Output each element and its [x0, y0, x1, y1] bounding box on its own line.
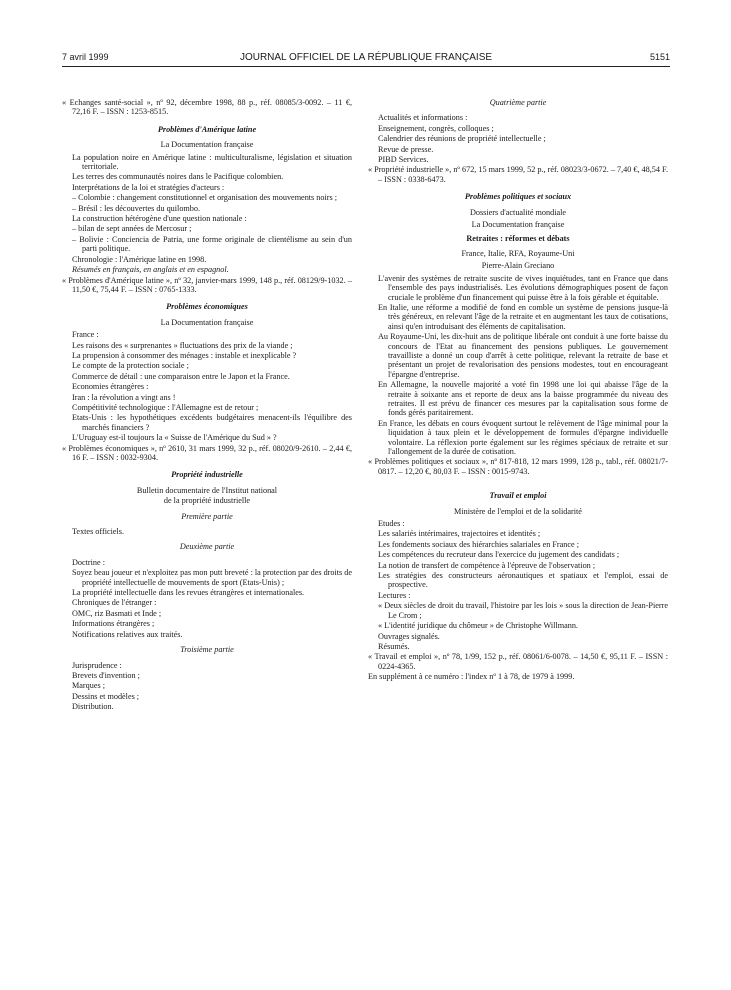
list-item: OMC, riz Basmati et Inde ;	[72, 608, 162, 618]
list-item: « L'identité juridique du chômeur » de Christophe Willmann.	[378, 621, 578, 631]
list-item: Actualités et informations :	[378, 113, 468, 123]
list-item: Dessins et modèles ;	[72, 691, 140, 701]
paragraph: L'avenir des systèmes de retraite suscite de vives inquiétudes, tant en France que dans l'ensemble des pays industrialisés. Les évolutions démographiques posent de façon cruciale le problème d'un financement qui puisse être à la fois gérable et équitable.	[378, 273, 668, 302]
list-item: Economies étrangères :	[72, 382, 149, 392]
section-heading: Propriété industrielle	[171, 470, 243, 480]
list-item: La notion de transfert de compétence à l'épreuve de l'observation ;	[378, 560, 596, 570]
part-heading: Quatrième partie	[489, 98, 547, 107]
list-item: Marques ;	[72, 681, 105, 691]
publisher: La Documentation française	[160, 317, 254, 327]
publisher: de la propriété industrielle	[163, 496, 251, 506]
list-item: Calendrier des réunions de propriété intellectuelle ;	[378, 134, 546, 144]
header-rule	[62, 66, 670, 67]
reference-entry: « Echanges santé-social », nº 92, décembre 1998, 88 p., réf. 08085/3-0092. – 11 €, 72,16 F. – ISSN : 1253-8515.	[62, 98, 352, 117]
list-item: L'Uruguay est-il toujours la « Suisse de l'Amérique du Sud » ?	[72, 433, 277, 443]
list-item: Les terres des communautés noires dans le Pacifique colombien.	[72, 172, 284, 182]
list-item: Chroniques de l'étranger :	[72, 598, 157, 608]
list-item: Notifications relatives aux traités.	[72, 629, 183, 639]
list-item: Les salariés intérimaires, trajectoires et identités ;	[378, 529, 541, 539]
list-item: PIBD Services.	[378, 155, 429, 165]
list-item: Jurisprudence :	[72, 660, 122, 670]
list-item: Commerce de détail : une comparaison entre le Japon et la France.	[72, 371, 290, 381]
author: Pierre-Alain Greciano	[481, 261, 555, 271]
section-heading: Problèmes économiques	[166, 302, 248, 312]
paragraph: En Italie, une réforme a modifié de fond en comble un système de pensions jusque-là très généreux, en relevant l'âge de la retraite et en augmentant les taux de cotisations, ainsi qu'en introduisant des éléments de capitalisation.	[378, 302, 668, 331]
list-item: Les fondements sociaux des hiérarchies salariales en France ;	[378, 539, 579, 549]
list-item: Les stratégies des constructeurs aéronautiques et spatiaux et l'emploi, essai de prospective.	[378, 571, 668, 590]
paragraph: Au Royaume-Uni, les dix-huit ans de politique libérale ont conduit à une forte baisse du concours de l'Etat au financement des pensions publiques. Le gouvernement travailliste a donné un coup d'arrêt à cette politique, relevant la retraite de base et présentant un projet de revalorisation des pensions modestes, tout en encourageant l'épargne d'entreprise.	[378, 332, 668, 379]
list-item: Soyez beau joueur et n'exploitez pas mon putt breveté : la protection par des droits de propriété intellectuelle de mouvements de sport (Etats-Unis) ;	[72, 568, 352, 587]
part-heading: Première partie	[181, 511, 233, 521]
list-item: Brevets d'invention ;	[72, 670, 140, 680]
list-item: Informations étrangères ;	[72, 619, 155, 629]
list-item: Doctrine :	[72, 557, 105, 567]
list-item: La propension à consommer des ménages : instable et inexplicable ?	[72, 350, 297, 360]
list-item: Iran : la révolution a vingt ans !	[72, 392, 176, 402]
list-item: – Colombie : changement constitutionnel et organisation des mouvements noirs ;	[72, 193, 337, 203]
list-item: Chronologie : l'Amérique latine en 1998.	[72, 254, 207, 264]
section-heading: Problèmes politiques et sociaux	[464, 192, 572, 202]
reference-entry: « Propriété industrielle », nº 672, 15 mars 1999, 52 p., réf. 08023/3-0672. – 7,40 €, 48,54 F. – ISSN : 0338-6473.	[368, 165, 668, 184]
list-item: Textes officiels.	[72, 527, 125, 537]
list-item: – Bolivie : Conciencia de Patria, une forme originale de clientélisme au sein d'un parti politique.	[72, 234, 352, 254]
list-item: Compétitivité technologique : l'Allemagne est de retour ;	[72, 402, 259, 412]
list-item: Etudes :	[378, 519, 405, 529]
list-item: Etats-Unis : les hypothétiques excédents budgétaires menacent-ils l'équilibre des marchés financiers ?	[72, 413, 352, 432]
left-column	[62, 98, 352, 713]
list-item: La propriété intellectuelle dans les revues étrangères et internationales.	[72, 588, 305, 598]
paragraph: En Allemagne, la nouvelle majorité a voté fin 1998 une loi qui abaisse l'âge de la retraite à soixante ans et reporte de deux ans la baisse programmée du niveau des retraites. Il est prévu de financer ces mesures par la capitalisation sous forme de fonds gérés paritairement.	[378, 380, 668, 418]
reference-entry: « Problèmes économiques », nº 2610, 31 mars 1999, 32 p., réf. 08020/9-2610. – 2,44 €, 16 F. – ISSN : 0032-9304.	[62, 443, 352, 462]
reference-entry: « Travail et emploi », nº 78, 1/99, 152 p., réf. 08061/6-0078. – 14,50 €, 95,11 F. – ISSN : 0224-4365.	[368, 652, 668, 671]
list-item: Lectures :	[378, 590, 411, 600]
list-item: Interprétations de la loi et stratégies d'acteurs :	[72, 182, 225, 192]
publisher: La Documentation française	[160, 140, 254, 150]
list-item: Résumés en français, en anglais et en espagnol.	[72, 265, 229, 275]
publisher: Ministère de l'emploi et de la solidarité	[454, 506, 582, 516]
list-item: « Deux siècles de droit du travail, l'histoire par les lois » sous la direction de Jean-Pierre Le Crom ;	[378, 601, 668, 620]
page-header	[62, 52, 670, 66]
list-item: France :	[72, 330, 99, 340]
publisher: Dossiers d'actualité mondiale	[469, 207, 567, 217]
paragraph: En France, les débats en cours évoquent surtout le relèvement de l'âge minimal pour la liquidation à taux plein et le développement de formules d'épargne individuelle volontaire. La réflexion porte également sur les régimes spéciaux de retraite et sur l'allongement de la durée de cotisation.	[378, 418, 668, 456]
reference-entry: « Problèmes politiques et sociaux », nº 817-818, 12 mars 1999, 128 p., tabl., réf. 08021/7-0817. – 12,20 €, 80,03 F. – ISSN : 0015-9743.	[368, 457, 668, 476]
publisher: Bulletin documentaire de l'Institut national	[136, 485, 278, 495]
list-item: Enseignement, congrès, colloques ;	[378, 123, 494, 133]
header-date: 7 avril 1999	[62, 52, 109, 62]
list-item: Revue de presse.	[378, 144, 434, 154]
section-heading: Problèmes d'Amérique latine	[157, 124, 257, 134]
list-item: Distribution.	[72, 702, 114, 712]
right-column	[368, 98, 668, 683]
journal-title: JOURNAL OFFICIEL DE LA RÉPUBLIQUE FRANÇAISE	[239, 52, 493, 63]
part-heading: Troisième partie	[180, 645, 234, 655]
list-item: Les raisons des « surprenantes » fluctuations des prix de la viande ;	[72, 340, 293, 350]
list-item: – Brésil : les découvertes du quilombo.	[72, 203, 201, 213]
publisher: La Documentation française	[471, 220, 565, 230]
list-item: Le compte de la protection sociale ;	[72, 361, 189, 371]
page-number: 5151	[649, 52, 670, 62]
list-item: La population noire en Amérique latine : multiculturalisme, législation et situation territoriale.	[72, 152, 352, 172]
list-item: Ouvrages signalés.	[378, 631, 440, 641]
part-heading: Deuxième partie	[179, 542, 235, 552]
list-item: Les compétences du recruteur dans l'exercice du jugement des candidats ;	[378, 550, 620, 560]
issue-title: Retraites : réformes et débats	[466, 234, 570, 244]
list-item: Résumés.	[378, 641, 410, 651]
issue-subtitle: France, Italie, RFA, Royaume-Uni	[461, 248, 575, 258]
list-item: – bilan de sept années de Mercosur ;	[72, 224, 192, 234]
supplement-note: En supplément à ce numéro : l'index nº 1 à 78, de 1979 à 1999.	[368, 672, 575, 682]
section-heading: Travail et emploi	[489, 491, 547, 501]
reference-entry: « Problèmes d'Amérique latine », nº 32, janvier-mars 1999, 148 p., réf. 08129/9-1032. – 11,50 €, 75,44 F. – ISSN : 0765-1333.	[62, 275, 352, 294]
list-item: La construction hétérogène d'une question nationale :	[72, 214, 247, 224]
